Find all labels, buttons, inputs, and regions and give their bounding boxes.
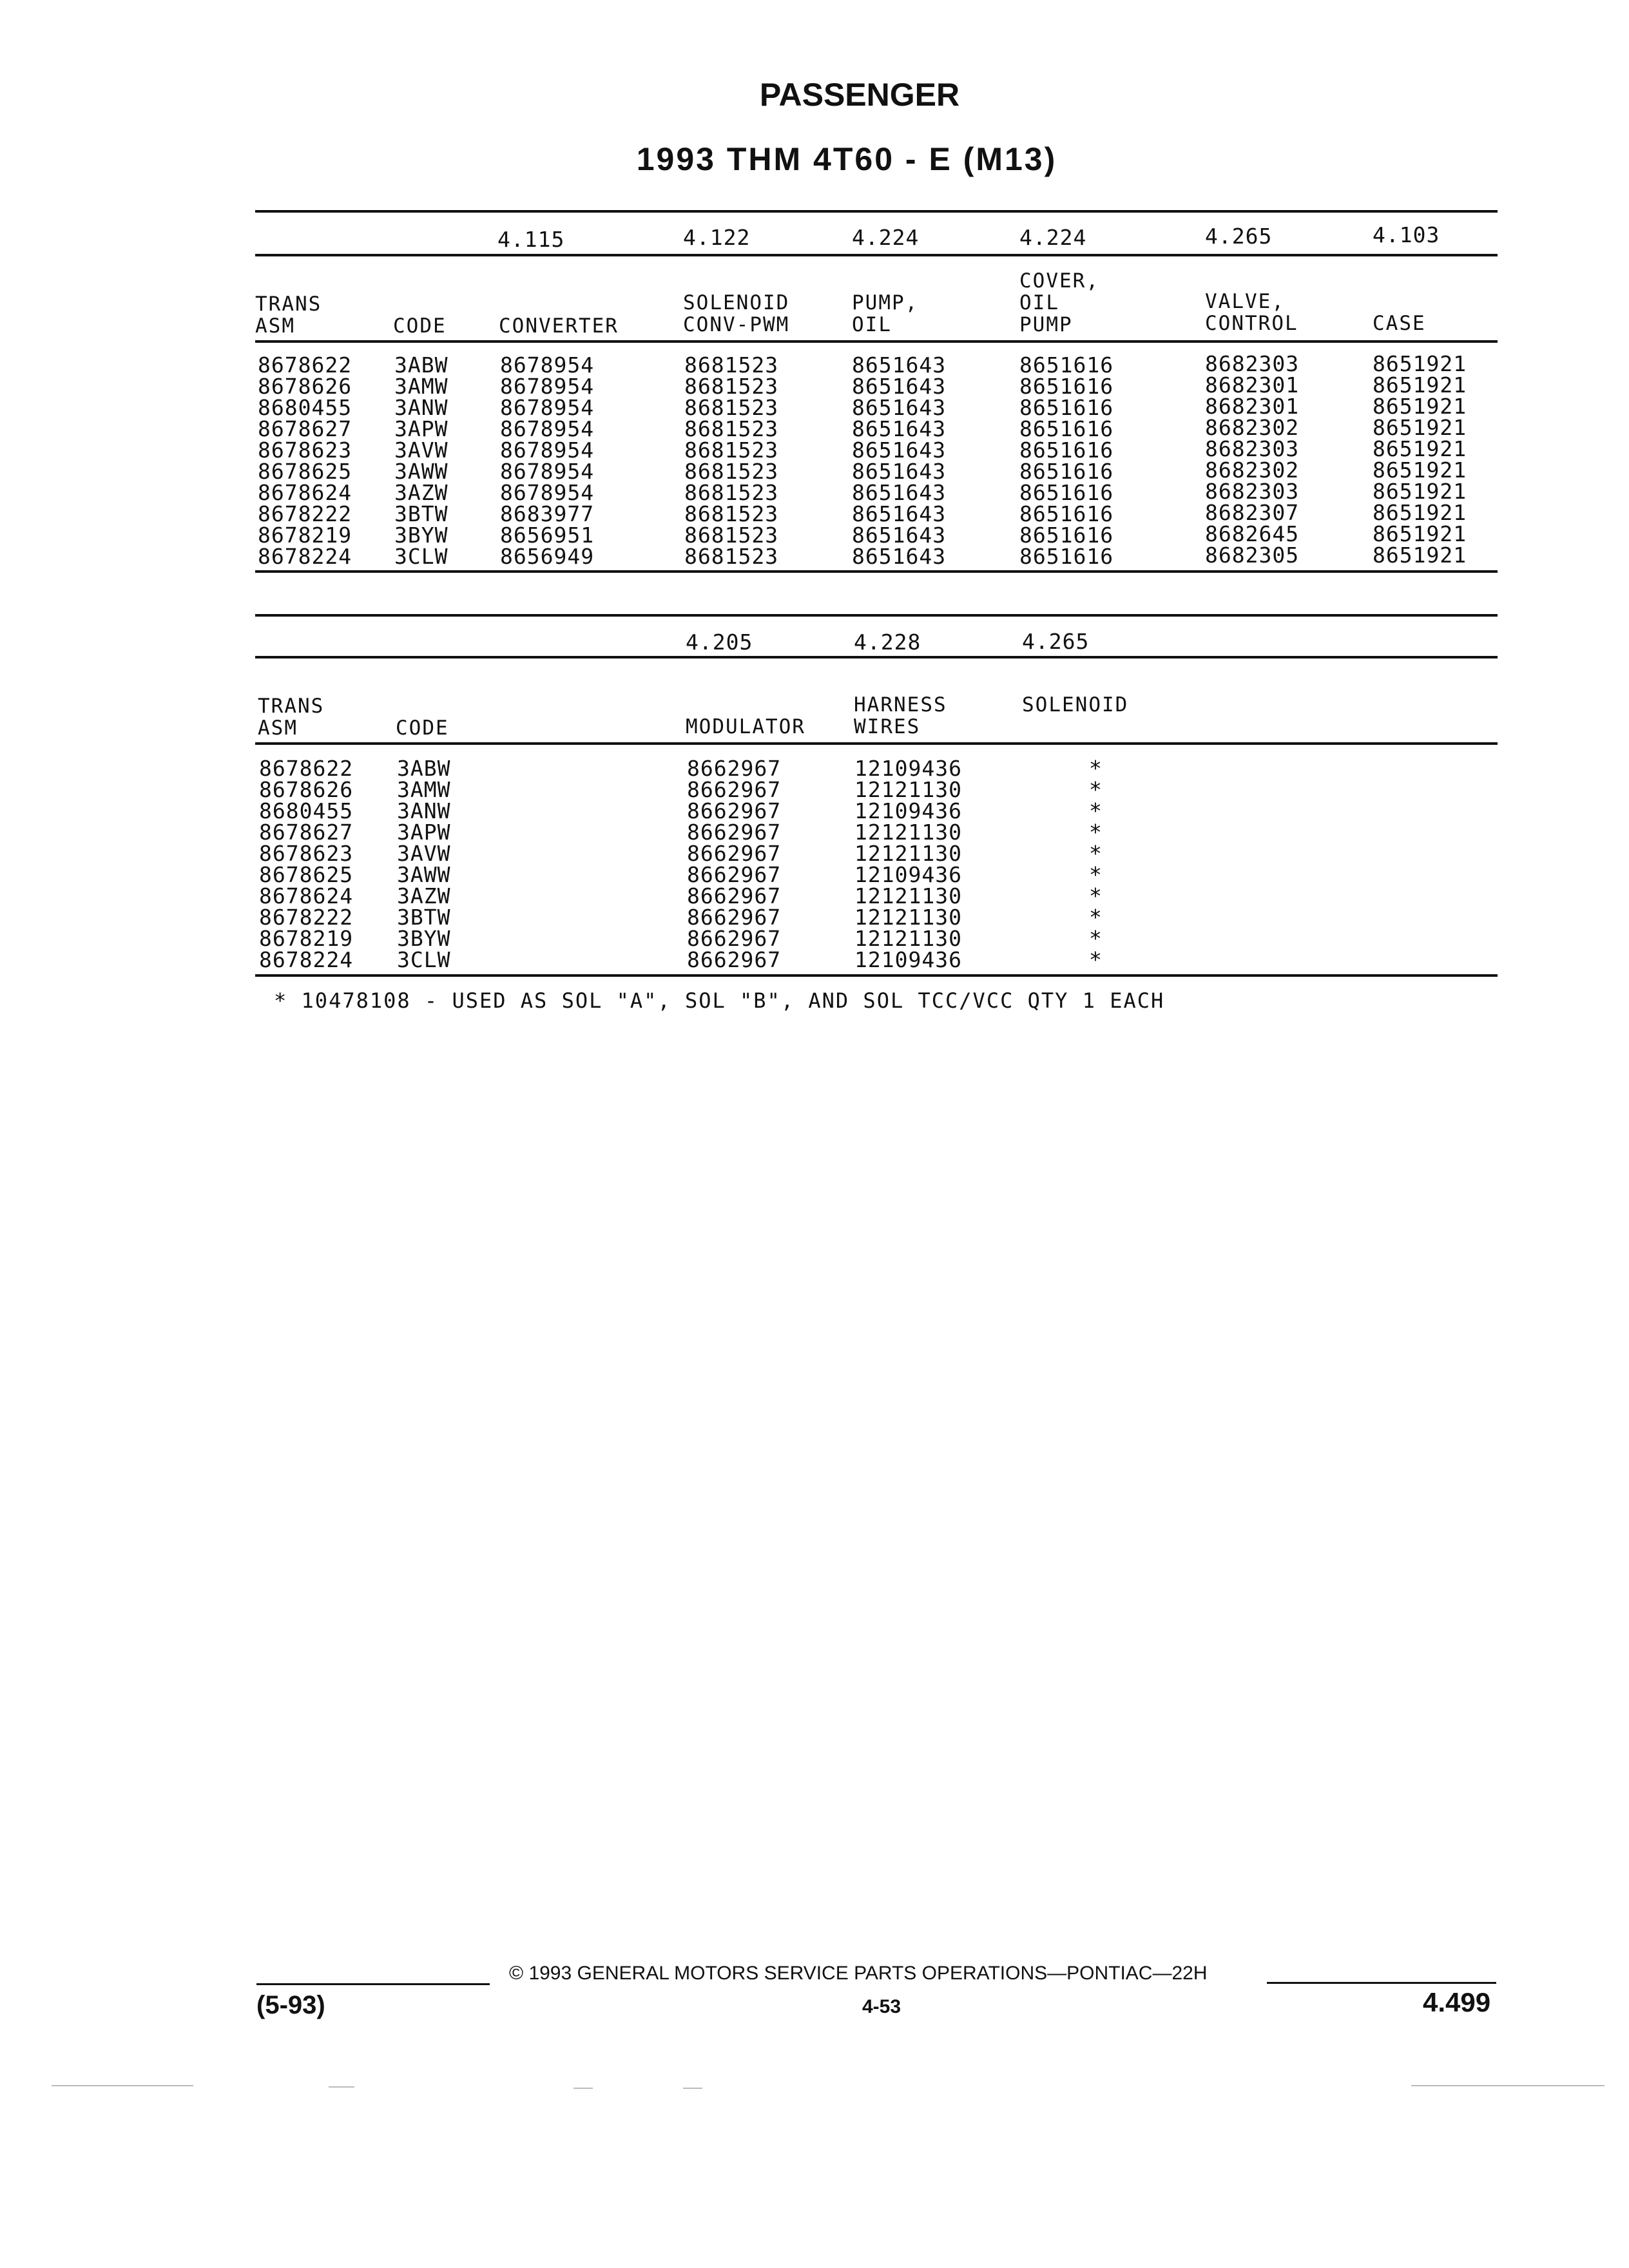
table1-cell-pump-oil: 8651643	[852, 416, 947, 441]
table2-cell-modulator: 8662967	[687, 862, 782, 887]
table1-cell-cover-oil-pump: 8651616	[1019, 523, 1114, 548]
table2-cell-trans-asm: 8678222	[259, 905, 354, 930]
table1-cell-pump-oil: 8651643	[852, 501, 947, 526]
table2-cell-solenoid: *	[1089, 862, 1103, 887]
header-wires: WIRES	[854, 715, 921, 738]
table2-cell-harness-wires: 12121130	[854, 777, 962, 802]
scan-artifact	[52, 2085, 193, 2086]
header-cover-oil: OIL	[1019, 291, 1059, 314]
table1-cell-pump-oil: 8651643	[852, 544, 947, 569]
table1-bottom-rule	[255, 570, 1498, 573]
table1-cell-code: 3AZW	[394, 480, 448, 505]
header-code: CODE	[396, 716, 449, 740]
table1-cell-case: 8651921	[1373, 436, 1467, 461]
table1-cell-case: 8651921	[1373, 479, 1467, 504]
table2-cell-harness-wires: 12121130	[854, 905, 962, 930]
table1-cell-case: 8651921	[1373, 457, 1467, 483]
table1-cell-trans-asm: 8680455	[258, 395, 352, 420]
table1-cell-cover-oil-pump: 8651616	[1019, 480, 1114, 505]
table2-header-rule	[255, 656, 1498, 658]
footer-rule-left	[256, 1983, 490, 1985]
table1-cell-trans-asm: 8678222	[258, 501, 352, 526]
table1-section-number: 4.115	[497, 227, 565, 252]
table1-cell-case: 8651921	[1373, 500, 1467, 525]
table1-cell-cover-oil-pump: 8651616	[1019, 437, 1114, 463]
table1-cell-case: 8651921	[1373, 521, 1467, 546]
table1-cell-solenoid-conv-pwm: 8681523	[684, 501, 779, 526]
table1-cell-pump-oil: 8651643	[852, 480, 947, 505]
table2-cell-harness-wires: 12121130	[854, 883, 962, 908]
table2-cell-harness-wires: 12121130	[854, 841, 962, 866]
table2-cell-trans-asm: 8678624	[259, 883, 354, 908]
table2-cell-solenoid: *	[1089, 883, 1103, 908]
table1-cell-valve-control: 8682303	[1205, 479, 1300, 504]
table1-cell-converter: 8678954	[500, 352, 595, 378]
table1-cell-code: 3ABW	[394, 352, 448, 378]
table1-cell-pump-oil: 8651643	[852, 459, 947, 484]
header-valve: VALVE,	[1205, 290, 1285, 313]
table1-cell-cover-oil-pump: 8651616	[1019, 501, 1114, 526]
table2-cell-trans-asm: 8680455	[259, 798, 354, 823]
table2-cell-trans-asm: 8678623	[259, 841, 354, 866]
table2-cell-code: 3ANW	[397, 798, 451, 823]
header-modulator: MODULATOR	[686, 715, 805, 738]
table2-cell-harness-wires: 12121130	[854, 820, 962, 845]
table1-cell-trans-asm: 8678625	[258, 459, 352, 484]
footer-rule-right	[1267, 1982, 1496, 1984]
table2-cell-trans-asm: 8678625	[259, 862, 354, 887]
header-cover: COVER,	[1019, 269, 1099, 293]
table1-column-rule	[255, 340, 1498, 343]
table1-cell-trans-asm: 8678622	[258, 352, 352, 378]
table2-cell-code: 3BTW	[397, 905, 451, 930]
scan-artifact	[574, 2088, 593, 2089]
table2-section-number: 4.265	[1022, 629, 1090, 654]
table1-cell-code: 3AWW	[394, 459, 448, 484]
table2-cell-code: 3CLW	[397, 947, 451, 972]
table1-cell-trans-asm: 8678224	[258, 544, 352, 569]
table2-top-rule	[255, 614, 1498, 617]
table1-section-number: 4.122	[683, 225, 751, 250]
table2-cell-trans-asm: 8678626	[259, 777, 354, 802]
table2-section-number: 4.205	[686, 629, 753, 655]
table2-cell-solenoid: *	[1089, 798, 1103, 823]
table1-cell-code: 3CLW	[394, 544, 448, 569]
table2-cell-solenoid: *	[1089, 756, 1103, 781]
table1-section-number: 4.224	[852, 225, 920, 250]
header-solenoid: SOLENOID	[1022, 693, 1129, 716]
table1-cell-code: 3AVW	[394, 437, 448, 463]
table1-cell-cover-oil-pump: 8651616	[1019, 395, 1114, 420]
table2-cell-code: 3ABW	[397, 756, 451, 781]
solenoid-footnote: * 10478108 - USED AS SOL "A", SOL "B", AND SOL TCC/VCC QTY 1 EACH	[274, 988, 1165, 1013]
page-number-center: 4-53	[862, 1996, 901, 2017]
table1-cell-valve-control: 8682301	[1205, 394, 1300, 419]
header-asm: ASM	[258, 716, 298, 740]
table2-cell-trans-asm: 8678224	[259, 947, 354, 972]
table1-section-number: 4.265	[1205, 224, 1273, 249]
table1-cell-solenoid-conv-pwm: 8681523	[684, 416, 779, 441]
table1-cell-solenoid-conv-pwm: 8681523	[684, 374, 779, 399]
table1-cell-valve-control: 8682302	[1205, 457, 1300, 483]
table1-cell-pump-oil: 8651643	[852, 437, 947, 463]
scan-artifact	[329, 2086, 354, 2088]
table2-cell-trans-asm: 8678627	[259, 820, 354, 845]
table1-cell-trans-asm: 8678219	[258, 523, 352, 548]
table1-cell-code: 3BTW	[394, 501, 448, 526]
table1-cell-case: 8651921	[1373, 394, 1467, 419]
header-trans: TRANS	[255, 293, 322, 316]
header-oil: OIL	[852, 313, 892, 336]
table1-cell-code: 3APW	[394, 416, 448, 441]
table1-cell-case: 8651921	[1373, 351, 1467, 376]
page-number-right: 4.499	[1423, 1987, 1491, 2017]
table1-cell-case: 8651921	[1373, 372, 1467, 398]
table2-cell-modulator: 8662967	[687, 905, 782, 930]
table2-cell-code: 3AZW	[397, 883, 451, 908]
table1-cell-code: 3BYW	[394, 523, 448, 548]
table1-cell-cover-oil-pump: 8651616	[1019, 374, 1114, 399]
table1-cell-valve-control: 8682305	[1205, 543, 1300, 568]
table2-cell-modulator: 8662967	[687, 756, 782, 781]
table2-cell-harness-wires: 12109436	[854, 862, 962, 887]
table2-cell-modulator: 8662967	[687, 777, 782, 802]
table2-cell-modulator: 8662967	[687, 947, 782, 972]
table1-cell-cover-oil-pump: 8651616	[1019, 544, 1114, 569]
table2-cell-trans-asm: 8678219	[259, 926, 354, 951]
table2-cell-harness-wires: 12121130	[854, 926, 962, 951]
table1-cell-pump-oil: 8651643	[852, 523, 947, 548]
table2-cell-solenoid: *	[1089, 841, 1103, 866]
table1-cell-converter: 8678954	[500, 416, 595, 441]
table2-cell-modulator: 8662967	[687, 798, 782, 823]
table1-cell-solenoid-conv-pwm: 8681523	[684, 437, 779, 463]
table2-cell-code: 3AVW	[397, 841, 451, 866]
page-title: PASSENGER	[759, 77, 960, 113]
scan-artifact	[683, 2088, 702, 2089]
table2-cell-code: 3APW	[397, 820, 451, 845]
header-cover-pump: PUMP	[1019, 313, 1073, 336]
header-harness: HARNESS	[854, 693, 947, 716]
header-control: CONTROL	[1205, 312, 1298, 335]
table2-cell-code: 3AWW	[397, 862, 451, 887]
table2-cell-solenoid: *	[1089, 926, 1103, 951]
table2-cell-code: 3BYW	[397, 926, 451, 951]
table1-cell-solenoid-conv-pwm: 8681523	[684, 523, 779, 548]
table2-cell-harness-wires: 12109436	[854, 947, 962, 972]
page-subtitle: 1993 THM 4T60 - E (M13)	[636, 141, 1057, 177]
header-converter: CONVERTER	[499, 314, 619, 338]
table1-cell-trans-asm: 8678624	[258, 480, 352, 505]
table1-cell-valve-control: 8682301	[1205, 372, 1300, 398]
table1-cell-converter: 8678954	[500, 459, 595, 484]
header-case: CASE	[1373, 312, 1426, 335]
table1-cell-cover-oil-pump: 8651616	[1019, 459, 1114, 484]
table2-cell-modulator: 8662967	[687, 883, 782, 908]
header-solenoid: SOLENOID	[683, 291, 790, 314]
table1-cell-trans-asm: 8678623	[258, 437, 352, 463]
table1-cell-trans-asm: 8678627	[258, 416, 352, 441]
table1-top-rule	[255, 210, 1498, 213]
table2-column-rule	[255, 742, 1498, 745]
copyright-notice: © 1993 GENERAL MOTORS SERVICE PARTS OPERATIONS—PONTIAC—22H	[509, 1963, 1208, 1984]
table1-cell-solenoid-conv-pwm: 8681523	[684, 395, 779, 420]
table1-cell-cover-oil-pump: 8651616	[1019, 352, 1114, 378]
table1-cell-pump-oil: 8651643	[852, 374, 947, 399]
table1-cell-solenoid-conv-pwm: 8681523	[684, 459, 779, 484]
header-conv-pwm: CONV-PWM	[683, 313, 790, 336]
header-asm: ASM	[255, 314, 295, 338]
table1-cell-solenoid-conv-pwm: 8681523	[684, 480, 779, 505]
table1-cell-converter: 8683977	[500, 501, 595, 526]
table1-cell-case: 8651921	[1373, 415, 1467, 440]
table2-bottom-rule	[255, 974, 1498, 977]
table1-cell-valve-control: 8682303	[1205, 351, 1300, 376]
table1-section-number: 4.103	[1373, 222, 1440, 247]
table1-cell-valve-control: 8682302	[1205, 415, 1300, 440]
table1-cell-valve-control: 8682303	[1205, 436, 1300, 461]
table2-cell-modulator: 8662967	[687, 820, 782, 845]
table1-cell-converter: 8678954	[500, 395, 595, 420]
table1-cell-cover-oil-pump: 8651616	[1019, 416, 1114, 441]
table1-cell-converter: 8678954	[500, 374, 595, 399]
table1-cell-valve-control: 8682645	[1205, 521, 1300, 546]
table1-cell-converter: 8678954	[500, 437, 595, 463]
table1-cell-pump-oil: 8651643	[852, 352, 947, 378]
table1-cell-converter: 8656949	[500, 544, 595, 569]
table2-cell-harness-wires: 12109436	[854, 756, 962, 781]
date-code: (5-93)	[256, 1991, 325, 2019]
table2-cell-modulator: 8662967	[687, 926, 782, 951]
header-code: CODE	[393, 314, 447, 338]
table2-cell-harness-wires: 12109436	[854, 798, 962, 823]
table1-cell-trans-asm: 8678626	[258, 374, 352, 399]
table1-cell-code: 3ANW	[394, 395, 448, 420]
header-trans: TRANS	[258, 695, 325, 718]
table1-header-rule	[255, 254, 1498, 256]
table1-cell-solenoid-conv-pwm: 8681523	[684, 352, 779, 378]
table2-cell-modulator: 8662967	[687, 841, 782, 866]
header-pump: PUMP,	[852, 291, 919, 314]
table2-cell-solenoid: *	[1089, 777, 1103, 802]
scan-artifact	[1411, 2085, 1605, 2086]
table1-cell-valve-control: 8682307	[1205, 500, 1300, 525]
table2-cell-code: 3AMW	[397, 777, 451, 802]
table1-cell-case: 8651921	[1373, 543, 1467, 568]
table2-cell-trans-asm: 8678622	[259, 756, 354, 781]
table1-cell-code: 3AMW	[394, 374, 448, 399]
table1-section-number: 4.224	[1019, 225, 1087, 250]
table2-cell-solenoid: *	[1089, 947, 1103, 972]
table1-cell-solenoid-conv-pwm: 8681523	[684, 544, 779, 569]
table2-cell-solenoid: *	[1089, 820, 1103, 845]
table1-cell-pump-oil: 8651643	[852, 395, 947, 420]
table1-cell-converter: 8678954	[500, 480, 595, 505]
table1-cell-converter: 8656951	[500, 523, 595, 548]
table2-section-number: 4.228	[854, 629, 921, 655]
table2-cell-solenoid: *	[1089, 905, 1103, 930]
